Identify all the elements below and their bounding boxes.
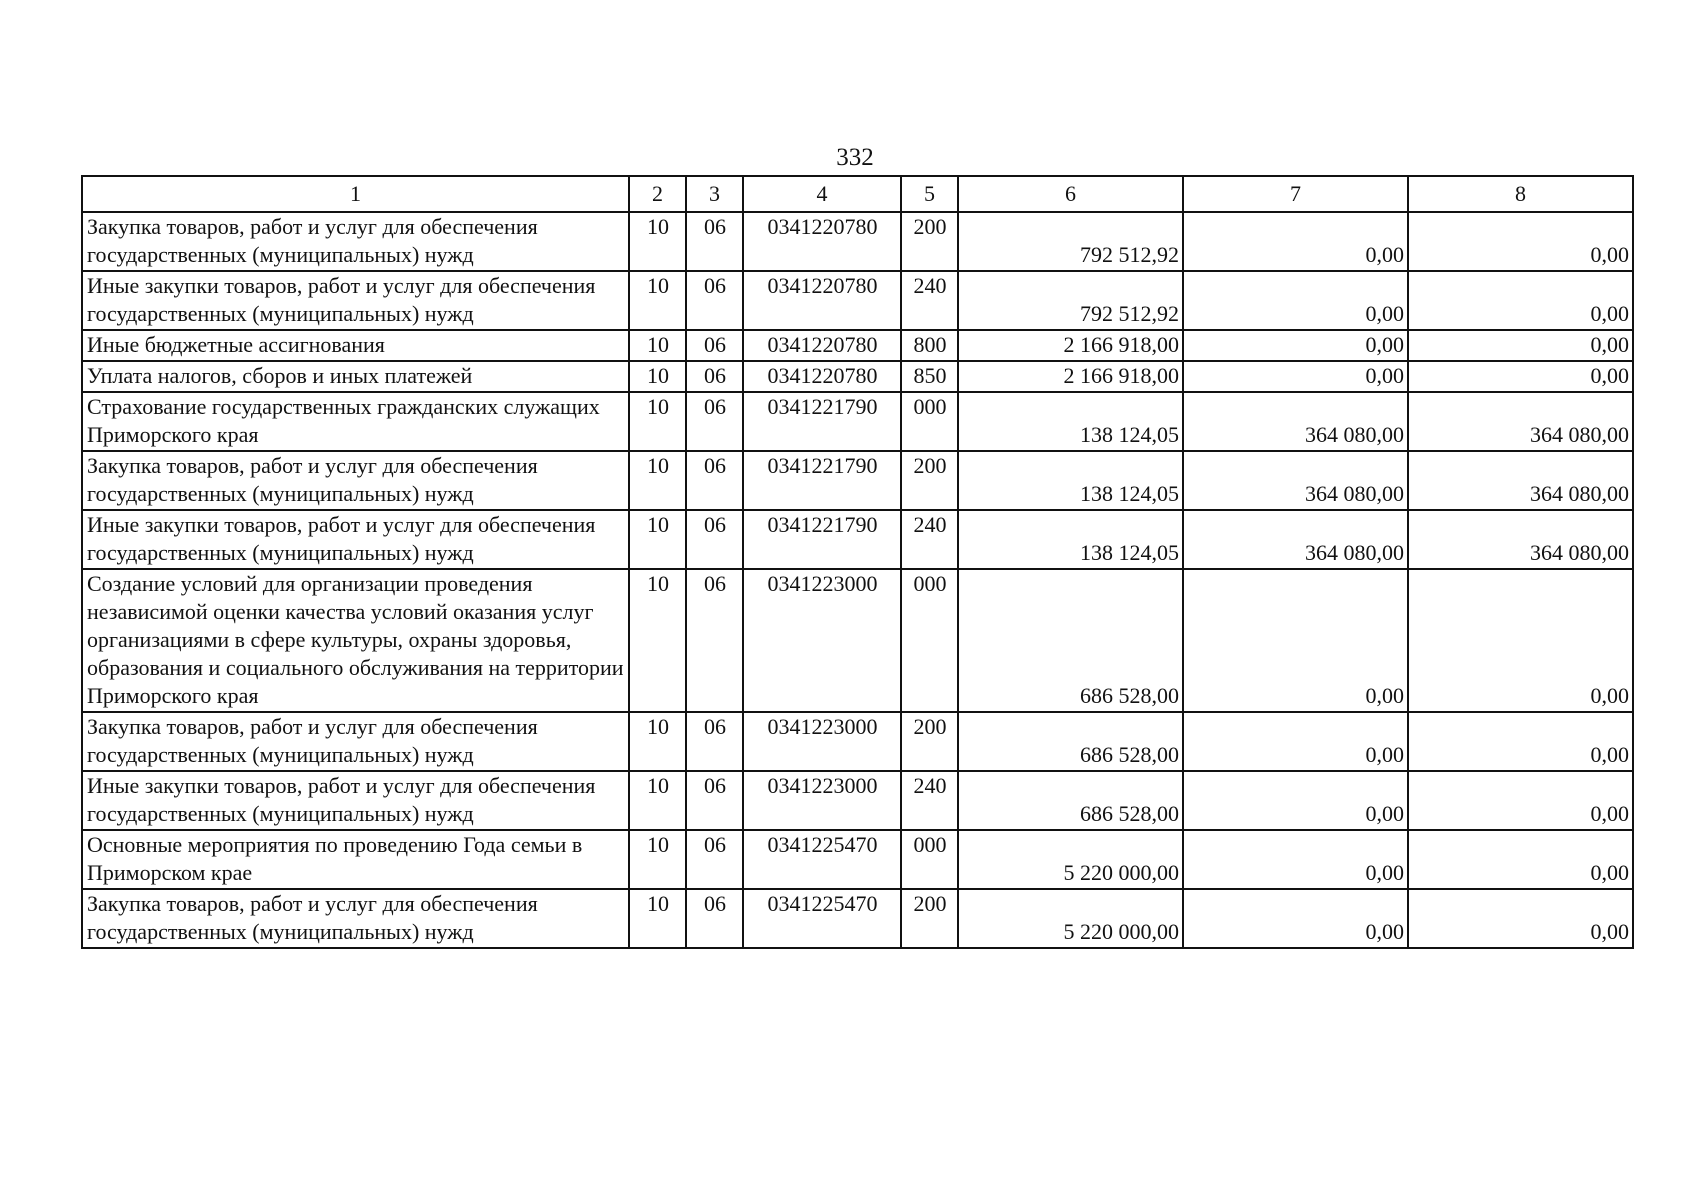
amount-col-7: 0,00 <box>1183 330 1408 361</box>
amount-col-8: 0,00 <box>1408 361 1633 392</box>
amount-col-6: 686 528,00 <box>958 569 1183 712</box>
section-code: 10 <box>629 889 686 948</box>
subsection-code: 06 <box>686 569 743 712</box>
table-row <box>82 361 1633 392</box>
amount-col-8: 0,00 <box>1408 830 1633 889</box>
table-row <box>82 330 1633 361</box>
table-row <box>82 271 1633 330</box>
amount-col-6: 5 220 000,00 <box>958 889 1183 948</box>
subsection-code: 06 <box>686 361 743 392</box>
table-row <box>82 712 1633 771</box>
subsection-code: 06 <box>686 712 743 771</box>
section-code: 10 <box>629 212 686 271</box>
section-code: 10 <box>629 510 686 569</box>
amount-col-8: 0,00 <box>1408 712 1633 771</box>
section-code: 10 <box>629 330 686 361</box>
amount-col-8: 364 080,00 <box>1408 510 1633 569</box>
amount-col-8: 0,00 <box>1408 271 1633 330</box>
amount-col-7: 0,00 <box>1183 771 1408 830</box>
amount-col-6: 138 124,05 <box>958 392 1183 451</box>
amount-col-8: 364 080,00 <box>1408 392 1633 451</box>
expense-type-code: 200 <box>901 712 958 771</box>
amount-col-6: 5 220 000,00 <box>958 830 1183 889</box>
section-code: 10 <box>629 712 686 771</box>
amount-col-7: 364 080,00 <box>1183 451 1408 510</box>
amount-col-7: 0,00 <box>1183 830 1408 889</box>
section-code: 10 <box>629 771 686 830</box>
amount-col-6: 792 512,92 <box>958 271 1183 330</box>
target-article-code: 0341223000 <box>743 712 901 771</box>
subsection-code: 06 <box>686 212 743 271</box>
item-name: Иные бюджетные ассигнования <box>82 330 629 361</box>
expense-type-code: 240 <box>901 771 958 830</box>
subsection-code: 06 <box>686 271 743 330</box>
amount-col-8: 0,00 <box>1408 330 1633 361</box>
table-row <box>82 451 1633 510</box>
target-article-code: 0341225470 <box>743 830 901 889</box>
column-header: 5 <box>901 176 958 212</box>
target-article-code: 0341221790 <box>743 392 901 451</box>
target-article-code: 0341221790 <box>743 510 901 569</box>
item-name: Создание условий для организации проведения независимой оценки качества условий оказания услуг организациями в сфере культуры, охраны здоровья, образования и социального обслуживания на территории Приморского края <box>82 569 629 712</box>
target-article-code: 0341220780 <box>743 212 901 271</box>
table-row <box>82 771 1633 830</box>
item-name: Иные закупки товаров, работ и услуг для обеспечения государственных (муниципальных) нужд <box>82 271 629 330</box>
budget-table <box>81 175 1634 949</box>
item-name: Страхование государственных гражданских служащих Приморского края <box>82 392 629 451</box>
expense-type-code: 240 <box>901 510 958 569</box>
item-name: Закупка товаров, работ и услуг для обеспечения государственных (муниципальных) нужд <box>82 712 629 771</box>
amount-col-7: 0,00 <box>1183 212 1408 271</box>
expense-type-code: 200 <box>901 889 958 948</box>
target-article-code: 0341220780 <box>743 271 901 330</box>
amount-col-6: 686 528,00 <box>958 712 1183 771</box>
expense-type-code: 240 <box>901 271 958 330</box>
section-code: 10 <box>629 271 686 330</box>
subsection-code: 06 <box>686 392 743 451</box>
target-article-code: 0341223000 <box>743 771 901 830</box>
amount-col-7: 0,00 <box>1183 569 1408 712</box>
expense-type-code: 800 <box>901 330 958 361</box>
amount-col-8: 0,00 <box>1408 212 1633 271</box>
amount-col-8: 0,00 <box>1408 771 1633 830</box>
column-header: 3 <box>686 176 743 212</box>
table-row <box>82 569 1633 712</box>
amount-col-7: 0,00 <box>1183 271 1408 330</box>
amount-col-6: 138 124,05 <box>958 510 1183 569</box>
amount-col-8: 0,00 <box>1408 889 1633 948</box>
amount-col-8: 0,00 <box>1408 569 1633 712</box>
expense-type-code: 000 <box>901 830 958 889</box>
page-number: 332 <box>836 144 874 171</box>
section-code: 10 <box>629 361 686 392</box>
table-row <box>82 510 1633 569</box>
item-name: Уплата налогов, сборов и иных платежей <box>82 361 629 392</box>
column-header: 4 <box>743 176 901 212</box>
table-row <box>82 212 1633 271</box>
amount-col-7: 0,00 <box>1183 361 1408 392</box>
subsection-code: 06 <box>686 771 743 830</box>
section-code: 10 <box>629 451 686 510</box>
item-name: Иные закупки товаров, работ и услуг для обеспечения государственных (муниципальных) нужд <box>82 510 629 569</box>
amount-col-6: 2 166 918,00 <box>958 361 1183 392</box>
section-code: 10 <box>629 830 686 889</box>
item-name: Иные закупки товаров, работ и услуг для обеспечения государственных (муниципальных) нужд <box>82 771 629 830</box>
amount-col-6: 686 528,00 <box>958 771 1183 830</box>
amount-col-7: 364 080,00 <box>1183 392 1408 451</box>
item-name: Закупка товаров, работ и услуг для обеспечения государственных (муниципальных) нужд <box>82 212 629 271</box>
expense-type-code: 850 <box>901 361 958 392</box>
subsection-code: 06 <box>686 889 743 948</box>
column-header: 2 <box>629 176 686 212</box>
expense-type-code: 000 <box>901 392 958 451</box>
amount-col-8: 364 080,00 <box>1408 451 1633 510</box>
table-row <box>82 392 1633 451</box>
table-row <box>82 889 1633 948</box>
target-article-code: 0341220780 <box>743 330 901 361</box>
item-name: Закупка товаров, работ и услуг для обеспечения государственных (муниципальных) нужд <box>82 889 629 948</box>
amount-col-6: 792 512,92 <box>958 212 1183 271</box>
subsection-code: 06 <box>686 451 743 510</box>
amount-col-7: 0,00 <box>1183 889 1408 948</box>
expense-type-code: 200 <box>901 451 958 510</box>
header-row <box>82 176 1633 212</box>
column-header: 7 <box>1183 176 1408 212</box>
table-row <box>82 830 1633 889</box>
section-code: 10 <box>629 392 686 451</box>
subsection-code: 06 <box>686 830 743 889</box>
section-code: 10 <box>629 569 686 712</box>
amount-col-7: 0,00 <box>1183 712 1408 771</box>
column-header: 8 <box>1408 176 1633 212</box>
subsection-code: 06 <box>686 330 743 361</box>
expense-type-code: 200 <box>901 212 958 271</box>
subsection-code: 06 <box>686 510 743 569</box>
amount-col-7: 364 080,00 <box>1183 510 1408 569</box>
target-article-code: 0341223000 <box>743 569 901 712</box>
target-article-code: 0341221790 <box>743 451 901 510</box>
amount-col-6: 138 124,05 <box>958 451 1183 510</box>
target-article-code: 0341220780 <box>743 361 901 392</box>
amount-col-6: 2 166 918,00 <box>958 330 1183 361</box>
item-name: Закупка товаров, работ и услуг для обеспечения государственных (муниципальных) нужд <box>82 451 629 510</box>
expense-type-code: 000 <box>901 569 958 712</box>
item-name: Основные мероприятия по проведению Года семьи в Приморском крае <box>82 830 629 889</box>
column-header: 1 <box>82 176 629 212</box>
column-header: 6 <box>958 176 1183 212</box>
target-article-code: 0341225470 <box>743 889 901 948</box>
